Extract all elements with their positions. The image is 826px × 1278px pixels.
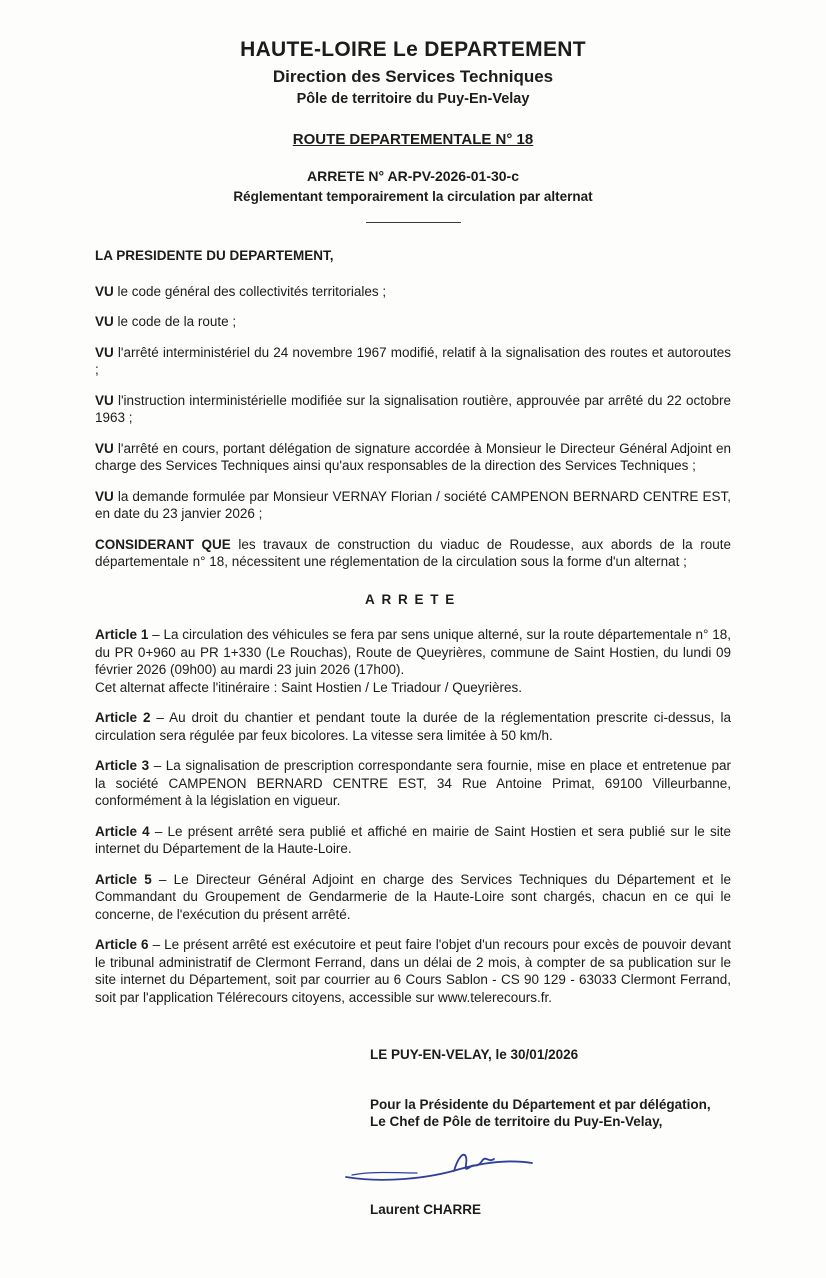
arrete-heading: ARRETE [364,591,461,607]
delegation-line1: Pour la Présidente du Département et par délégation, [370,1096,711,1112]
pole-subtitle: Pôle de territoire du Puy-En-Velay [296,91,530,107]
vu-paragraph [95,440,731,475]
vu-text: l'arrêté en cours, portant délégation de signature accordée à Monsieur le Directeur Général Adjoint en charge des Services Techniques ainsi qu'aux responsables de la direction des Services Techniques ; [95,440,731,473]
article-text: – La circulation des véhicules se fera par sens unique alterné, sur la route départementale n° 18, du PR 0+960 au PR 1+330 (Le Rouchas), Route de Queyrières, commune de Saint Hostien, du lundi 09 février 2026 (09h00) au mardi 23 juin 2026 (17h00). [95,627,731,677]
article-text: – Le présent arrêté est exécutoire et peut faire l'objet d'un recours pour excès de pouvoir devant le tribunal administratif de Clermont Ferrand, dans un délai de 2 mois, à compter de sa publication sur le site internet du Département, soit par courrier au 6 Cours Sablon - CS 90 129 - 63033 Clermont Ferrand, soit par l'application Télérecours citoyens, accessible sur www.telerecours.fr. [95,937,731,1005]
considerant-lead: CONSIDERANT QUE [95,536,231,552]
article-text: – Le présent arrêté sera publié et affiché en mairie de Saint Hostien et sera publié sur le site internet du Département de la Haute-Loire. [95,823,731,856]
vu-paragraph [95,392,731,427]
considerant-text: les travaux de construction du viaduc de Roudesse, aux abords de la route départementale n° 18, nécessitent une réglementation de la circulation sous la forme d'un alternat ; [95,536,731,569]
article-text: – La signalisation de prescription correspondante sera fournie, mise en place et entretenue par la société CAMPENON BERNARD CENTRE EST, 34 Rue Antoine Primat, 69100 Villeurbanne, conformément à la législation en vigueur. [95,758,731,808]
vu-lead: VU [95,440,114,456]
vu-lead: VU [95,488,114,504]
road-title: ROUTE DEPARTEMENTALE N° 18 [292,131,534,148]
vu-text: le code de la route ; [117,314,237,329]
vu-lead: VU [95,344,114,360]
vu-text: le code général des collectivités territoriales ; [117,283,387,299]
place-and-date: LE PUY-EN-VELAY, le 30/01/2026 [370,1047,579,1062]
document-header [95,38,731,223]
article-paragraph [95,757,731,810]
article-lead: Article 4 [95,823,150,839]
article-text: – Au droit du chantier et pendant toute la durée de la réglementation prescrite ci-dessus, la circulation sera régulée par feux bicolores. La vitesse sera limitée à 50 km/h. [95,710,731,743]
vu-lead: VU [95,314,114,329]
arrete-subtitle: Réglementant temporairement la circulation par alternat [233,189,593,204]
signatory-name: Laurent CHARRE [370,1201,482,1217]
vu-paragraph [95,313,731,331]
vu-text: l'arrêté interministériel du 24 novembre 1967 modifié, relatif à la signalisation des routes et autoroutes ; [95,344,731,377]
article-lead: Article 3 [95,758,150,773]
considerant-paragraph [95,536,731,571]
delegation-line2: Le Chef de Pôle de territoire du Puy-En-Velay, [370,1114,663,1129]
vu-paragraph [95,344,731,379]
header-divider [366,222,461,223]
article-paragraph [95,936,731,1006]
article-paragraph [95,626,731,696]
article-lead: Article 5 [95,871,152,887]
delegation-lines [370,1096,731,1131]
article-text: – Le Directeur Général Adjoint en charge des Services Techniques du Département et le Commandant du Groupement de Gendarmerie de la Haute-Loire sont chargés, chacun en ce qui le concerne, de l'exécution du présent arrêté. [95,871,731,922]
article-lead: Article 6 [95,937,149,952]
vu-lead: VU [95,392,114,408]
article-text-continued: Cet alternat affecte l'itinéraire : Saint Hostien / Le Triadour / Queyrières. [95,679,523,695]
article-paragraph [95,709,731,744]
vu-text: l'instruction interministérielle modifiée sur la signalisation routière, approuvée par arrêté du 22 octobre 1963 ; [95,392,731,425]
article-paragraph [95,871,731,924]
vu-paragraph [95,283,731,301]
direction-subtitle: Direction des Services Techniques [272,67,554,86]
vu-text: la demande formulée par Monsieur VERNAY Florian / société CAMPENON BERNARD CENTRE EST, en date du 23 janvier 2026 ; [95,488,731,521]
salutation: LA PRESIDENTE DU DEPARTEMENT, [95,248,334,263]
signature-block [370,1046,731,1218]
department-title: HAUTE-LOIRE Le DEPARTEMENT [240,38,586,61]
article-paragraph [95,823,731,858]
article-lead: Article 1 [95,627,149,642]
article-lead: Article 2 [95,710,151,725]
vu-paragraph [95,488,731,523]
document-body [95,247,731,1006]
vu-lead: VU [95,283,114,299]
arrete-number: ARRETE N° AR-PV-2026-01-30-c [306,168,520,184]
